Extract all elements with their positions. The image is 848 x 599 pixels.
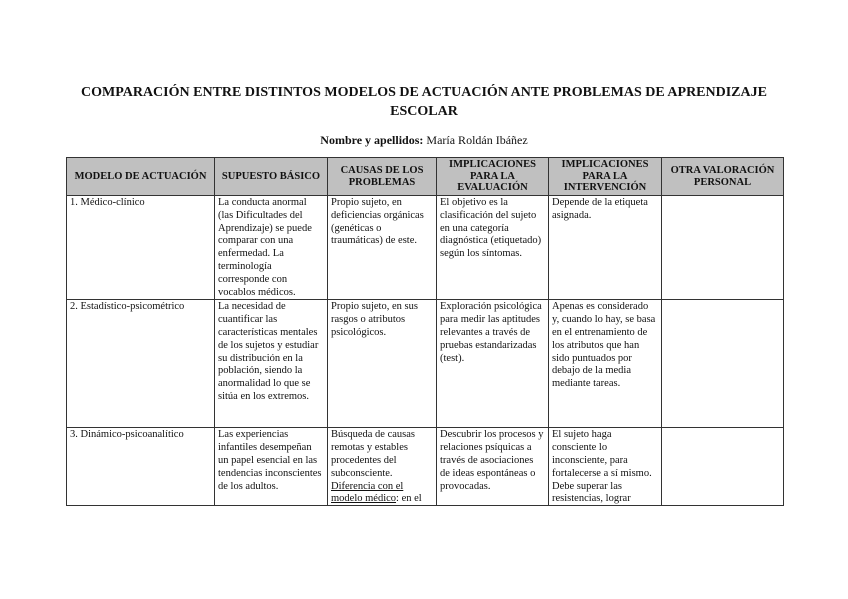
cell-supuesto <box>215 428 328 506</box>
cell-evaluacion: El objetivo es la clasificación del sujeto en una categoría diagnóstica (etiquetado) según los síntomas. <box>437 196 549 300</box>
header-modelo: MODELO DE ACTUACIÓN <box>67 158 215 196</box>
cell-valoracion-text <box>665 429 780 505</box>
header-intervencion: IMPLICACIONES PARA LA INTERVENCIÓN <box>549 158 662 196</box>
cell-model-text: 3. Dinámico-psicoanalítico <box>70 429 184 441</box>
cell-supuesto: La necesidad de cuantificar las características mentales de los sujetos y estudiar su distribución en la población, siendo la anormalidad lo que se sitúa en los extremos. <box>215 300 328 428</box>
cell-model: 2. Estadístico-psicométrico <box>67 300 215 428</box>
cell-causas-text <box>331 429 433 505</box>
cell-valoracion <box>662 428 784 506</box>
cell-valoracion <box>662 196 784 300</box>
header-supuesto: SUPUESTO BÁSICO <box>215 158 328 196</box>
causas-text: Búsqueda de causas remotas y estables procedentes del subconsciente. <box>331 429 415 479</box>
cell-causas: Propio sujeto, en sus rasgos o atributos psicológicos. <box>328 300 437 428</box>
table-row <box>67 300 784 428</box>
cell-supuesto-text: Las experiencias infantiles desempeñan un papel esencial en las tendencias inconscientes de los adultos. <box>218 429 322 492</box>
cell-model: 1. Médico-clínico <box>67 196 215 300</box>
table-row <box>67 196 784 300</box>
cell-evaluacion: Exploración psicológica para medir las aptitudes relevantes a través de pruebas estandarizadas (test). <box>437 300 549 428</box>
cell-valoracion <box>662 300 784 428</box>
cell-causas: Propio sujeto, en deficiencias orgánicas (genéticas o traumáticas) de este. <box>328 196 437 300</box>
header-evaluacion: IMPLICACIONES PARA LA EVALUACIÓN <box>437 158 549 196</box>
cell-intervencion <box>549 428 662 506</box>
table-row <box>67 428 784 506</box>
cell-model <box>67 428 215 506</box>
cell-intervencion: Apenas es considerado y, cuando lo hay, se basa en el entrenamiento de los atributos que han sido puntuados por debajo de la media mediante tareas. <box>549 300 662 428</box>
header-causas: CAUSAS DE LOS PROBLEMAS <box>328 158 437 196</box>
cell-intervencion-text: El sujeto haga consciente lo inconsciente, para fortalecerse a sí mismo. Debe superar las resistencias, lograr <box>552 429 652 505</box>
cell-supuesto: La conducta anormal (las Dificultades del Aprendizaje) se puede comparar con una enfermedad. La terminología corresponde con vocablos médicos. <box>215 196 328 300</box>
author-name: María Roldán Ibáñez <box>426 133 528 147</box>
causas-underlined-text: Diferencia con el modelo médico <box>331 480 404 505</box>
document-title: COMPARACIÓN ENTRE DISTINTOS MODELOS DE ACTUACIÓN ANTE PROBLEMAS DE APRENDIZAJE ESCOLAR <box>81 85 767 119</box>
cell-intervencion: Depende de la etiqueta asignada. <box>549 196 662 300</box>
author-line <box>60 133 788 148</box>
author-label: Nombre y apellidos: <box>320 133 424 147</box>
causas-text-tail: : en el <box>396 493 422 505</box>
cell-evaluacion-text: Descubrir los procesos y relaciones psíquicas a través de asociaciones de ideas espontáneas o provocadas. <box>440 429 544 492</box>
cell-evaluacion <box>437 428 549 506</box>
comparison-table <box>66 157 784 506</box>
table-header-row <box>67 158 784 196</box>
header-valoracion: OTRA VALORACIÓN PERSONAL <box>662 158 784 196</box>
cell-causas <box>328 428 437 506</box>
